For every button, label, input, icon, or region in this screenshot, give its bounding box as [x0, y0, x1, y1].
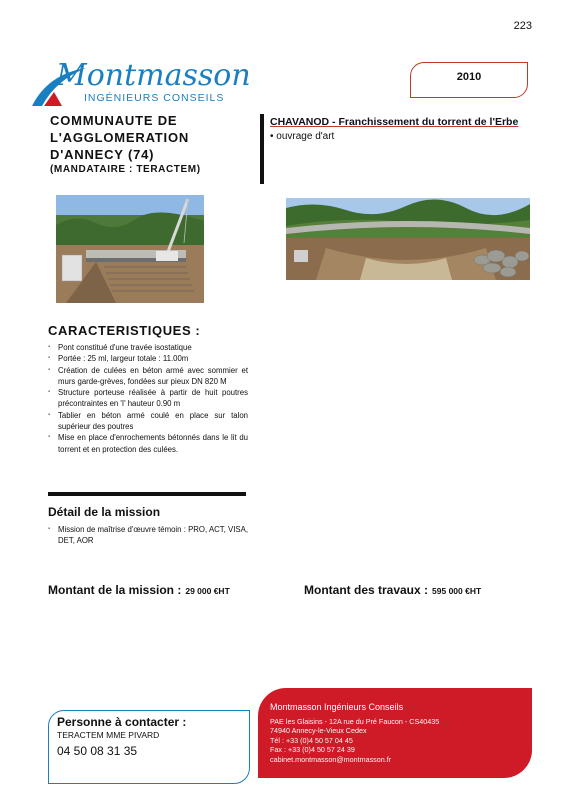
mission-amount-value: 29 000 €HT — [185, 586, 230, 596]
contact-phone: 04 50 08 31 35 — [57, 744, 138, 758]
list-item: ▪ Mise en place d'enrochements bétonnés dans le lit du torrent et en protection des culées. — [48, 432, 248, 455]
company-address-line: PAE les Glaisins - 12A rue du Pré Faucon - CS40435 — [270, 717, 440, 726]
year-text: 2010 — [456, 71, 482, 83]
company-phone: Tél : +33 (0)4 50 57 04 45 — [270, 735, 353, 745]
company-fax: Fax : +33 (0)4 50 57 24 39 — [270, 745, 355, 755]
company-name: Montmasson Ingénieurs Conseils — [270, 702, 404, 712]
characteristics-heading: CARACTERISTIQUES : — [48, 323, 201, 338]
mission-list — [48, 524, 248, 547]
mission-amount-label: Montant de la mission : — [48, 583, 182, 597]
contact-name: TERACTEM MME PIVARD — [57, 730, 160, 740]
client-line-3: D'ANNECY (74) — [50, 147, 155, 162]
panoramic-bridge-photo — [286, 198, 530, 280]
mission-divider — [48, 492, 246, 496]
list-item: ▪ Mission de maîtrise d'œuvre témoin : PRO, ACT, VISA, DET, AOR — [48, 524, 248, 547]
construction-photo-crane — [56, 195, 204, 303]
client-line-2: L'AGGLOMERATION — [50, 130, 190, 145]
client-block — [50, 112, 250, 175]
company-email: cabinet.montmasson@montmasson.fr — [270, 754, 392, 764]
mission-amount — [48, 583, 230, 597]
characteristics-list — [48, 342, 248, 455]
logo-tagline: INGÉNIEURS CONSEILS — [84, 92, 225, 104]
mission-heading: Détail de la mission — [48, 505, 161, 519]
list-item: ▪ Création de culées en béton armé avec sommier et murs garde-grèves, fondées sur pieux DN 820 M — [48, 365, 248, 388]
contact-box — [48, 710, 250, 784]
client-mandataire: (MANDATAIRE : TERACTEM) — [50, 164, 201, 175]
list-item: ▪ Structure porteuse réalisée à partir de huit poutres précontraintes en 'I' hauteur 0.90 m — [48, 387, 248, 410]
year-badge — [410, 62, 528, 98]
works-amount-value: 595 000 €HT — [432, 586, 482, 596]
list-item: ▪ Portée : 25 ml, largeur totale : 11.00m — [48, 353, 248, 364]
company-logo — [28, 58, 251, 108]
project-divider — [260, 114, 264, 184]
logo-wordmark: Montmasson — [56, 58, 251, 93]
client-line-1: COMMUNAUTE DE — [50, 113, 178, 128]
page-number: 223 — [513, 20, 532, 32]
company-address-card — [258, 688, 532, 778]
list-item: ▪ Tablier en béton armé coulé en place sur talon supérieur des poutres — [48, 410, 248, 433]
project-subtitle: • ouvrage d'art — [270, 131, 335, 142]
project-title: CHAVANOD - Franchissement du torrent de l'Erbe — [270, 116, 519, 128]
works-amount-label: Montant des travaux : — [304, 583, 429, 597]
contact-heading: Personne à contacter : — [57, 715, 187, 729]
company-address-city: 74940 Annecy-le-Vieux Cedex — [270, 726, 367, 736]
works-amount — [304, 583, 481, 597]
list-item: ▪ Pont constitué d'une travée isostatique — [48, 342, 248, 353]
